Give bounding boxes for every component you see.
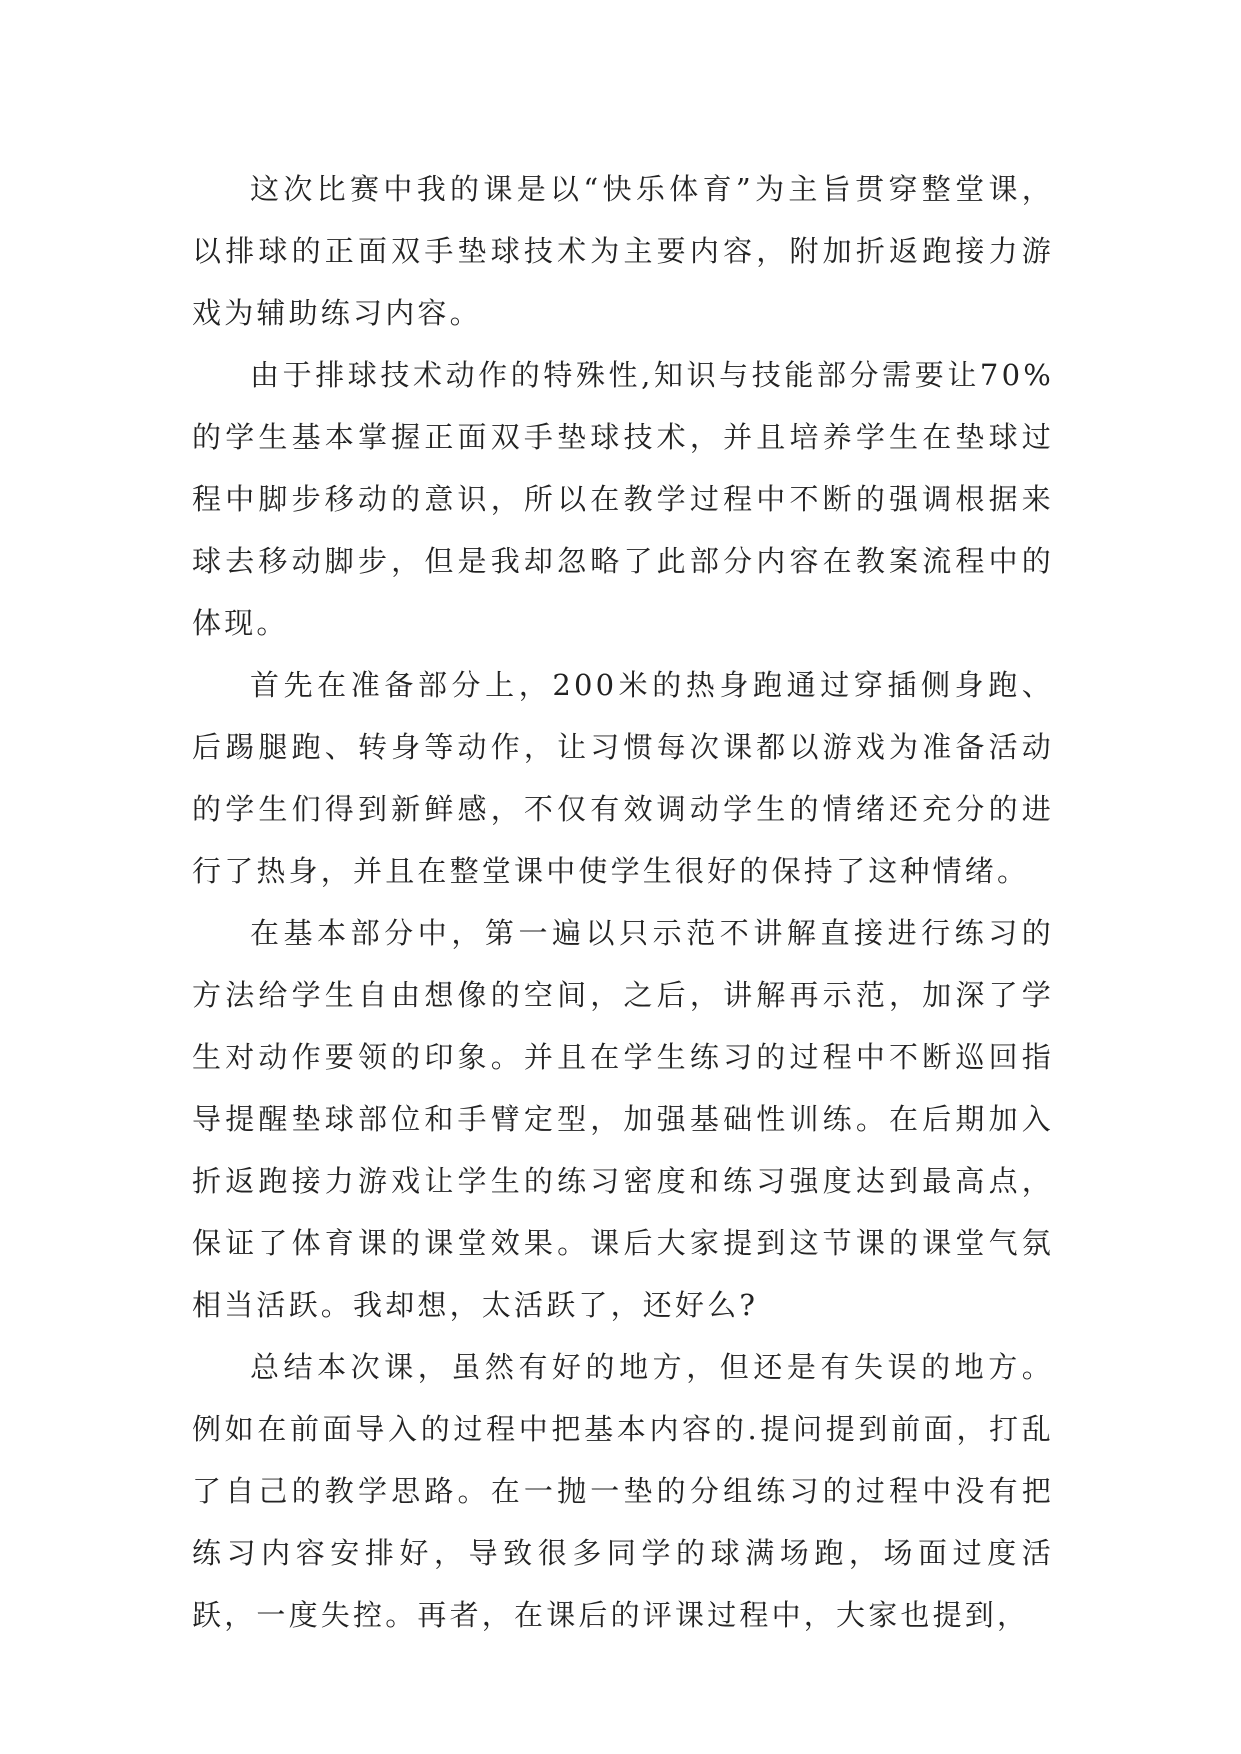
paragraph-5: 总结本次课，虽然有好的地方，但还是有失误的地方。例如在前面导入的过程中把基本内容的.提问提到前面，打乱了自己的教学思路。在一抛一垫的分组练习的过程中没有把练习内容安排好，导致很多同学的球满场跑，场面过度活跃，一度失控。再者，在课后的评课过程中，大家也提到， (192, 1350, 1054, 1632)
paragraph-1: 这次比赛中我的课是以“快乐体育”为主旨贯穿整堂课，以排球的正面双手垫球技术为主要内容，附加折返跑接力游戏为辅助练习内容。 (192, 172, 1054, 330)
paragraph-4: 在基本部分中，第一遍以只示范不讲解直接进行练习的方法给学生自由想像的空间，之后，讲解再示范，加深了学生对动作要领的印象。并且在学生练习的过程中不断巡回指导提醒垫球部位和手臂定型，加强基础性训练。在后期加入折返跑接力游戏让学生的练习密度和练习强度达到最高点，保证了体育课的课堂效果。课后大家提到这节课的课堂气氛相当活跃。我却想，太活跃了，还好么? (192, 916, 1054, 1322)
paragraph-2: 由于排球技术动作的特殊性,知识与技能部分需要让70%的学生基本掌握正面双手垫球技术，并且培养学生在垫球过程中脚步移动的意识，所以在教学过程中不断的强调根据来球去移动脚步，但是我却忽略了此部分内容在教案流程中的体现。 (192, 358, 1054, 640)
paragraph-3: 首先在准备部分上，200米的热身跑通过穿插侧身跑、后踢腿跑、转身等动作，让习惯每次课都以游戏为准备活动的学生们得到新鲜感，不仅有效调动学生的情绪还充分的进行了热身，并且在整堂课中使学生很好的保持了这种情绪。 (192, 668, 1054, 888)
body-text (192, 158, 1054, 1646)
